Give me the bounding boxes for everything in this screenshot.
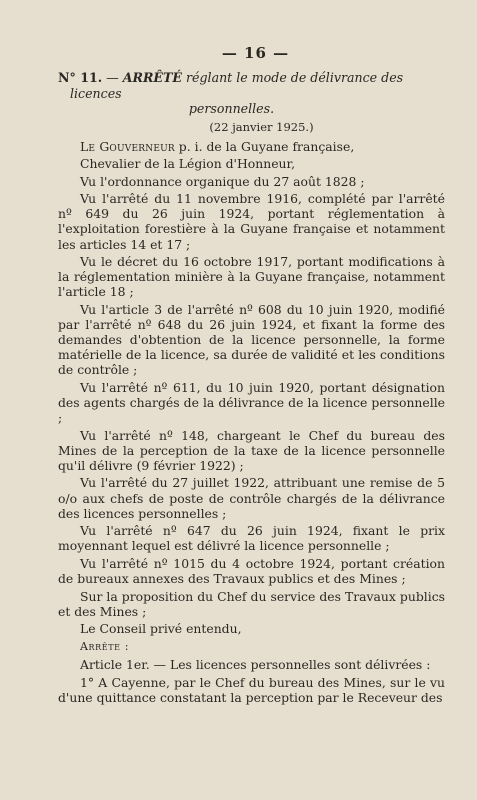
title-rest-line2: personnelles.: [188, 101, 275, 116]
arrete-heading: Arrête :: [80, 640, 130, 654]
paragraph-vu-ordonnance: Vu l'ordonnance organique du 27 août 1828 ;: [80, 173, 365, 189]
article-1-item-1: 1° A Cayenne, par le Chef du bureau des Mines, sur le vu d'une quittance constatant la perception par le Receveur des: [58, 675, 445, 706]
title-rest-line1: réglant le mode de délivrance des licences: [70, 70, 404, 101]
paragraph-proposition: Sur la proposition du Chef du service des Travaux publics et des Mines ;: [58, 588, 445, 619]
gouverneur-text: p. i. de la Guyane française,: [174, 138, 355, 154]
title-arrete: ARRÊTÉ: [122, 70, 182, 85]
decree-title: [58, 70, 445, 117]
article-1: Article 1er. — Les licences personnelles sont délivrées :: [80, 657, 431, 673]
title-dash: —: [102, 70, 123, 85]
gouverneur-line: [58, 139, 445, 154]
paragraph-vu-decret-1917: Vu le décret du 16 octobre 1917, portant modifications à la réglementation minière à la Guyane française, notamment l'article 18 ;: [58, 254, 445, 300]
paragraph-vu-arrete-1922: Vu l'arrêté du 27 juillet 1922, attribuant une remise de 5 o/o aux chefs de poste de contrôle chargés de la délivrance des licences personnelles ;: [58, 475, 445, 521]
paragraph-chevalier: Chevalier de la Légion d'Honneur,: [80, 156, 296, 172]
page-number: — 16 —: [221, 44, 290, 62]
paragraph-vu-arrete-611: Vu l'arrêté nº 611, du 10 juin 1920, portant désignation des agents chargés de la délivrance de la licence personnelle ;: [58, 379, 445, 426]
paragraph-vu-arrete-1916: Vu l'arrêté du 11 novembre 1916, complété par l'arrêté nº 649 du 26 juin 1924, portant réglementation à l'exploitation forestière à la Guyane française et notamment les articles 14 et 17 ;: [58, 191, 445, 252]
paragraph-vu-arrete-1015: Vu l'arrêté nº 1015 du 4 octobre 1924, portant création de bureaux annexes des Travaux publics et des Mines ;: [58, 555, 445, 587]
paragraph-vu-arrete-647: Vu l'arrêté nº 647 du 26 juin 1924, fixant le prix moyennant lequel est délivré la licence personnelle ;: [58, 523, 445, 554]
decree-date: (22 janvier 1925.): [209, 119, 314, 134]
paragraph-vu-article-3: Vu l'article 3 de l'arrêté nº 608 du 10 juin 1920, modifié par l'arrêté nº 648 du 26 juin 1924, et fixant la forme des demandes d'obtention de la licence personnelle, la forme matérielle de la licence, sa durée de validité et les conditions de contrôle ;: [58, 301, 445, 378]
gouverneur-label: Le Gouverneur: [80, 138, 175, 154]
paragraph-vu-arrete-148: Vu l'arrêté nº 148, chargeant le Chef du bureau des Mines de la perception de la taxe de la licence personnelle qu'il délivre (9 février 1922) ;: [58, 427, 445, 473]
decree-number: N° 11.: [58, 70, 103, 85]
paragraph-conseil: Le Conseil privé entendu,: [80, 621, 242, 637]
